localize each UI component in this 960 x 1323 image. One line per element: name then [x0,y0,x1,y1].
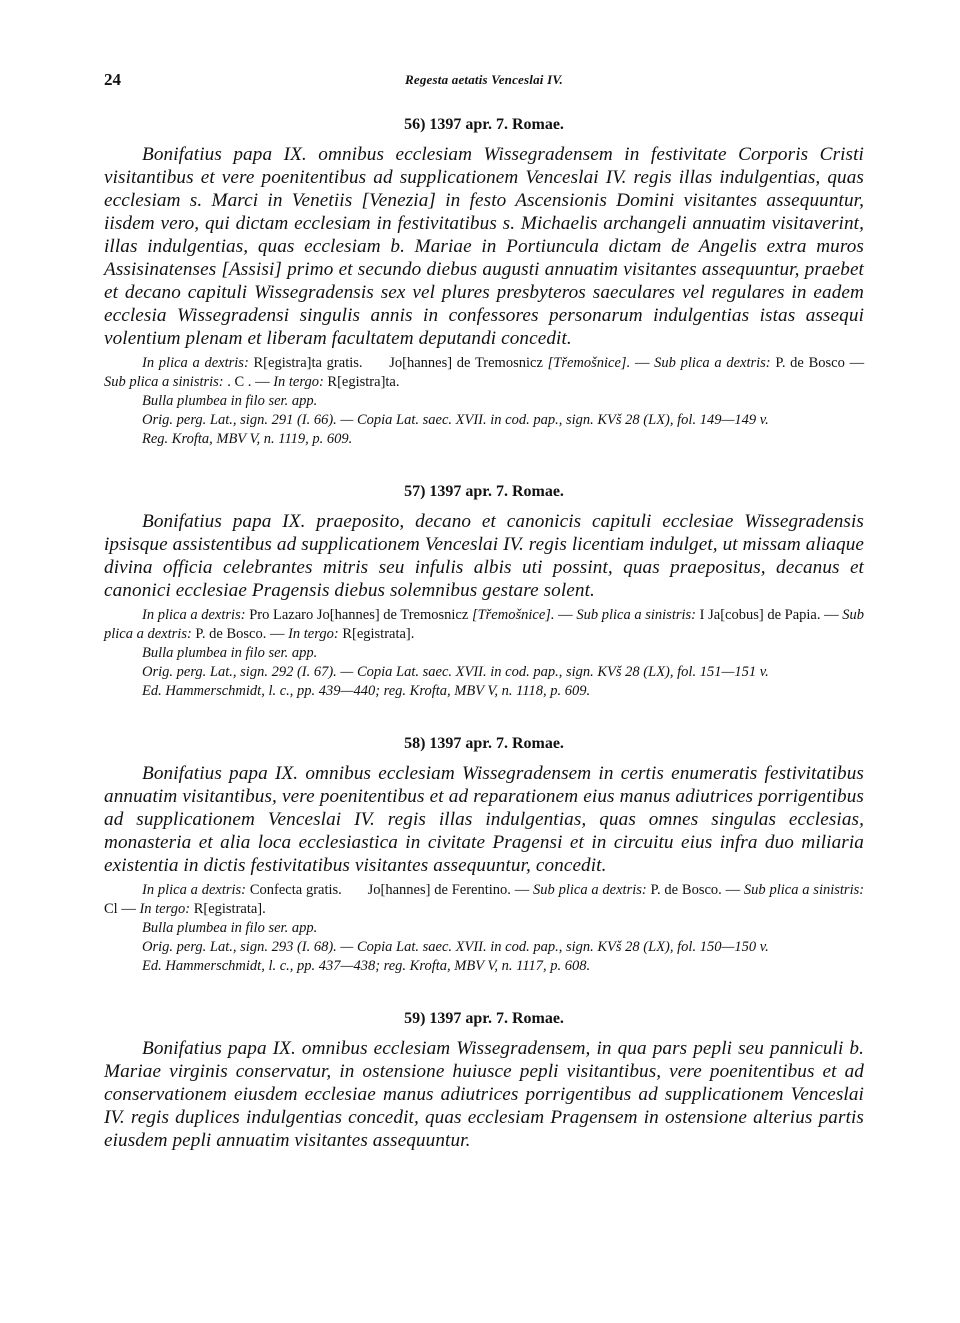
dash: — [514,882,530,898]
plica-value: R[egistra]ta. [327,374,400,390]
plica-label: In plica a dextris: [142,882,247,898]
entry-57 [104,483,864,701]
running-head [104,70,864,94]
plica-label: In tergo: [288,626,339,642]
plica-value: R[egistra]ta gratis. [253,355,363,371]
regest-text: Bonifatius papa IX. omnibus ecclesiam Wissegradensem in certis enumeratis festivitatibus annuatim visitantibus, vere poenitentibus et ad reparationem eius manus adiutrices porrigentibus ad supplicationem Venceslai IV. regis illas indulgentias, quas omnes singulas ecclesias, monasteria et alia loca ecclesiastica in civitate Pragensi et in circuitu eius infra duo miliaria existentia in dictis festivitatibus visitantes assequuntur, concedit. [104,763,864,876]
entry-heading [104,116,864,134]
entry-number: 58) [404,735,426,752]
plica-label: Sub plica a dextris: [654,355,771,371]
dash: — [634,355,650,371]
entry-heading [104,1010,864,1028]
plica-value: P. de Bosco. [195,626,267,642]
plica-value: Confecta gratis. [249,882,342,898]
plica-note [104,606,864,644]
reference-note: Reg. Krofta, MBV V, n. 1119, p. 609. [142,431,353,447]
dash: — [255,374,270,390]
regest-text: Bonifatius papa IX. praeposito, decano et canonicis capituli ecclesiae Wissegradensis ipsisque assistentibus ad supplicationem Venceslai IV. regis licentiam indulget, ut missam aliaque divina officia celebrantes mitris seu infulis albis uti possint, quas praepositus, decanus et canonici ecclesiae Pragensis diebus solemnibus gestare solent. [104,511,864,601]
plica-label: In tergo: [273,374,324,390]
plica-label: Sub plica a sinistris: [743,882,865,898]
plica-label: Sub plica a dextris: [104,607,865,642]
plica-label: Sub plica a dextris: [533,882,647,898]
original-note: Orig. perg. Lat., sign. 293 (I. 68). — Copia Lat. saec. XVII. in cod. pap., sign. KVš 28 (LX), fol. 150—150 v. [142,939,769,955]
page-number: 24 [104,70,121,89]
plica-label: Sub plica a sinistris: [104,374,224,390]
dash: — [849,355,865,371]
entry-58 [104,735,864,976]
dash: — [824,607,839,623]
dash: — [121,901,136,917]
plica-label: In plica a dextris: [142,607,246,623]
plica-value: I Ja[cobus] de Papia. [699,607,821,623]
entry-number: 56) [404,116,426,133]
place-name: [Třemošnice]. [547,355,631,371]
plica-value: P. de Bosco. [650,882,722,898]
bulla-note: Bulla plumbea in filo ser. app. [142,645,318,661]
reference-note: Ed. Hammerschmidt, l. c., pp. 437—438; reg. Krofta, MBV V, n. 1117, p. 608. [142,958,591,974]
notes [104,354,864,449]
plica-note [104,354,864,392]
place-name: [Třemošnice]. [471,607,555,623]
plica-value: Jo[hannes] de Ferentino. [367,882,511,898]
notes [104,606,864,701]
plica-value: P. de Bosco [775,355,845,371]
original-note: Orig. perg. Lat., sign. 291 (I. 66). — Copia Lat. saec. XVII. in cod. pap., sign. KVš 28 (LX), fol. 149—149 v. [142,412,769,428]
bulla-note: Bulla plumbea in filo ser. app. [142,393,318,409]
plica-label: In tergo: [139,901,191,917]
entry-date: 1397 apr. 7. Romae. [429,483,564,500]
entry-number: 59) [404,1010,426,1027]
entry-heading [104,483,864,501]
document-page [104,70,864,1156]
entry-number: 57) [404,483,426,500]
bulla-note: Bulla plumbea in filo ser. app. [142,920,318,936]
reference-note: Ed. Hammerschmidt, l. c., pp. 439—440; reg. Krofta, MBV V, n. 1118, p. 609. [142,683,591,699]
entry-date: 1397 apr. 7. Romae. [429,1010,564,1027]
plica-value: Jo[hannes] de Tremosnicz [389,355,543,371]
entry-56 [104,116,864,449]
dash: — [269,626,285,642]
plica-value: R[egistrata]. [342,626,415,642]
entry-heading [104,735,864,753]
notes [104,881,864,976]
dash: — [725,882,741,898]
plica-value: Cl [104,901,118,917]
entry-date: 1397 apr. 7. Romae. [429,735,564,752]
plica-value: R[egistrata]. [193,901,266,917]
entry-59 [104,1010,864,1152]
running-title: Regesta aetatis Venceslai IV. [405,72,563,87]
plica-label: Sub plica a sinistris: [576,607,696,623]
plica-value: . C . [227,374,252,390]
regest-text: Bonifatius papa IX. omnibus ecclesiam Wissegradensem, in qua pars pepli seu panniculi b. Mariae virginis conservatur, in ostensione huiusce pepli visitantibus, vere poenitentibus et ad conservationem eiusdem ecclesiae manus adiutrices porrigentibus ad supplicationem Venceslai IV. regis duplices indulgentias concedit, quas ecclesiam Pragensem in ostensione alterius partis eiusdem pepli annuatim visitantes assequuntur. [104,1038,864,1151]
plica-value: Pro Lazaro Jo[hannes] de Tremosnicz [249,607,469,623]
plica-note [104,881,864,919]
dash: — [558,607,573,623]
original-note: Orig. perg. Lat., sign. 292 (I. 67). — Copia Lat. saec. XVII. in cod. pap., sign. KVš 28 (LX), fol. 151—151 v. [142,664,769,680]
regest-text: Bonifatius papa IX. omnibus ecclesiam Wissegradensem in festivitate Corporis Cristi visitantibus et vere poenitentibus ad supplicationem Venceslai IV. regis illas indulgentias, quas ecclesiam s. Marci in Venetiis [Venezia] in festo Ascensionis Domini visitantes assequuntur, iisdem vero, qui dictam ecclesiam in festivitatibus s. Michaelis archangeli annuatim visitaverint, illas indulgentias, quas ecclesiam b. Mariae in Portiuncula dictam de Angelis extra muros Assisinatenses [Assisi] primo et secundo diebus augusti annuatim visitantes assequuntur, praebet et decano capituli Wissegradensis sex vel plures presbyteros saeculares vel regulares in eadem ecclesia Wissegradensi singulis annis in confessores personarum indulgentias istas assequi volentium plenam et liberam facultatem deputandi concedit. [104,144,864,349]
entry-date: 1397 apr. 7. Romae. [429,116,564,133]
plica-label: In plica a dextris: [142,355,249,371]
